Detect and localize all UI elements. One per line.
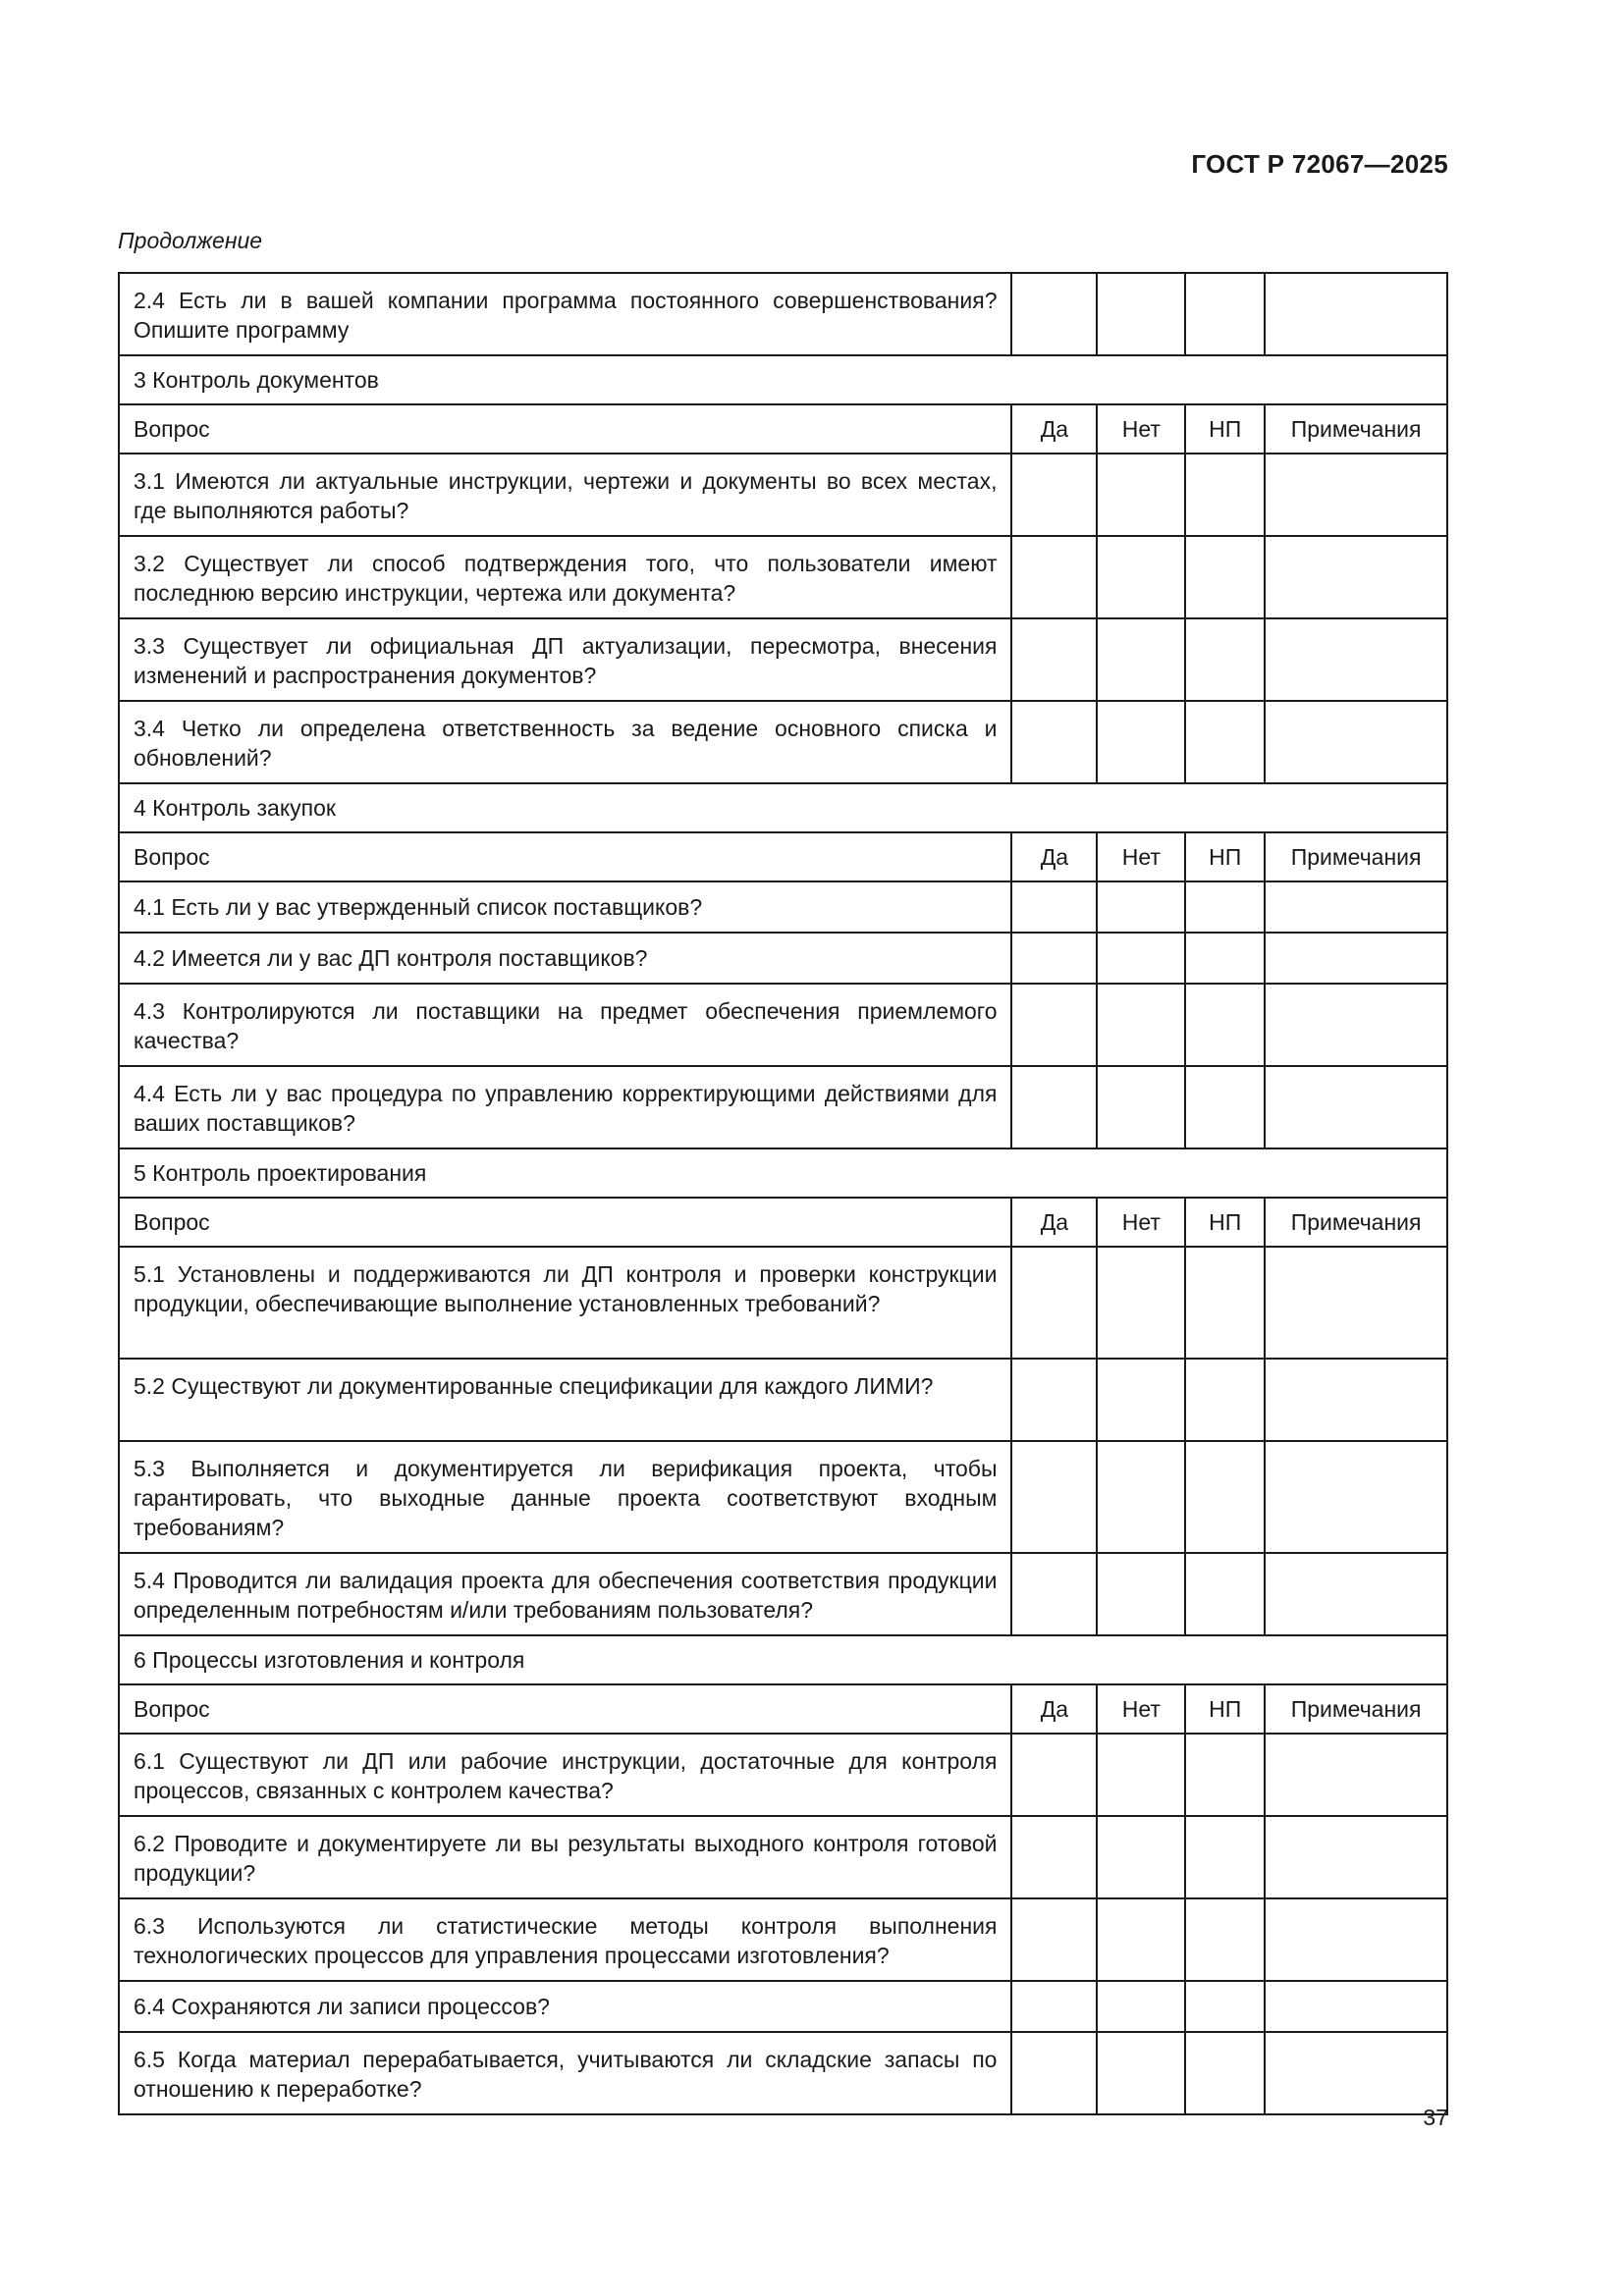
section-title: 6 Процессы изготовления и контроля bbox=[119, 1635, 1447, 1684]
no-cell[interactable] bbox=[1097, 2032, 1185, 2114]
na-cell[interactable] bbox=[1185, 1898, 1265, 1981]
question-text: 3.1 Имеются ли актуальные инструкции, чертежи и документы во всех местах, где выполняются работы? bbox=[119, 454, 1011, 536]
notes-cell[interactable] bbox=[1265, 618, 1447, 701]
notes-cell[interactable] bbox=[1265, 1981, 1447, 2032]
table-row bbox=[119, 536, 1447, 618]
yes-cell[interactable] bbox=[1011, 273, 1097, 355]
column-header-row bbox=[119, 1684, 1447, 1734]
yes-cell[interactable] bbox=[1011, 984, 1097, 1066]
audit-checklist-table bbox=[118, 272, 1448, 2115]
no-cell[interactable] bbox=[1097, 1553, 1185, 1635]
no-cell[interactable] bbox=[1097, 1247, 1185, 1359]
na-cell[interactable] bbox=[1185, 2032, 1265, 2114]
notes-cell[interactable] bbox=[1265, 1734, 1447, 1816]
column-header-row bbox=[119, 404, 1447, 454]
column-header-no: Нет bbox=[1097, 1198, 1185, 1247]
no-cell[interactable] bbox=[1097, 881, 1185, 933]
column-header-question: Вопрос bbox=[119, 832, 1011, 881]
notes-cell[interactable] bbox=[1265, 2032, 1447, 2114]
notes-cell[interactable] bbox=[1265, 1066, 1447, 1148]
no-cell[interactable] bbox=[1097, 701, 1185, 783]
table-row bbox=[119, 1898, 1447, 1981]
na-cell[interactable] bbox=[1185, 881, 1265, 933]
table-row bbox=[119, 701, 1447, 783]
column-header-na: НП bbox=[1185, 1198, 1265, 1247]
yes-cell[interactable] bbox=[1011, 618, 1097, 701]
document-standard-number: ГОСТ Р 72067—2025 bbox=[1191, 149, 1448, 179]
no-cell[interactable] bbox=[1097, 1441, 1185, 1553]
column-header-no: Нет bbox=[1097, 1684, 1185, 1734]
table-row bbox=[119, 2032, 1447, 2114]
question-text: 4.2 Имеется ли у вас ДП контроля поставщиков? bbox=[119, 933, 1011, 984]
na-cell[interactable] bbox=[1185, 1359, 1265, 1441]
na-cell[interactable] bbox=[1185, 1981, 1265, 2032]
yes-cell[interactable] bbox=[1011, 701, 1097, 783]
column-header-na: НП bbox=[1185, 832, 1265, 881]
na-cell[interactable] bbox=[1185, 273, 1265, 355]
question-text: 6.1 Существуют ли ДП или рабочие инструкции, достаточные для контроля процессов, связанных с контролем качества? bbox=[119, 1734, 1011, 1816]
table-row bbox=[119, 984, 1447, 1066]
yes-cell[interactable] bbox=[1011, 1066, 1097, 1148]
notes-cell[interactable] bbox=[1265, 1816, 1447, 1898]
table-row bbox=[119, 1441, 1447, 1553]
notes-cell[interactable] bbox=[1265, 1553, 1447, 1635]
section-title: 3 Контроль документов bbox=[119, 355, 1447, 404]
yes-cell[interactable] bbox=[1011, 454, 1097, 536]
notes-cell[interactable] bbox=[1265, 273, 1447, 355]
na-cell[interactable] bbox=[1185, 1441, 1265, 1553]
no-cell[interactable] bbox=[1097, 933, 1185, 984]
no-cell[interactable] bbox=[1097, 454, 1185, 536]
na-cell[interactable] bbox=[1185, 701, 1265, 783]
page-number: 37 bbox=[1423, 2105, 1448, 2130]
column-header-question: Вопрос bbox=[119, 404, 1011, 454]
column-header-yes: Да bbox=[1011, 1684, 1097, 1734]
table-row bbox=[119, 1066, 1447, 1148]
notes-cell[interactable] bbox=[1265, 1898, 1447, 1981]
yes-cell[interactable] bbox=[1011, 1816, 1097, 1898]
yes-cell[interactable] bbox=[1011, 536, 1097, 618]
question-text: 5.4 Проводится ли валидация проекта для обеспечения соответствия продукции определенным потребностям и/или требованиям пользователя? bbox=[119, 1553, 1011, 1635]
column-header-na: НП bbox=[1185, 1684, 1265, 1734]
column-header-yes: Да bbox=[1011, 404, 1097, 454]
no-cell[interactable] bbox=[1097, 273, 1185, 355]
column-header-notes: Примечания bbox=[1265, 1198, 1447, 1247]
table-row bbox=[119, 1553, 1447, 1635]
table-row bbox=[119, 881, 1447, 933]
column-header-no: Нет bbox=[1097, 832, 1185, 881]
yes-cell[interactable] bbox=[1011, 1441, 1097, 1553]
notes-cell[interactable] bbox=[1265, 701, 1447, 783]
notes-cell[interactable] bbox=[1265, 1441, 1447, 1553]
na-cell[interactable] bbox=[1185, 618, 1265, 701]
no-cell[interactable] bbox=[1097, 618, 1185, 701]
no-cell[interactable] bbox=[1097, 536, 1185, 618]
section-row bbox=[119, 1148, 1447, 1198]
table-row bbox=[119, 273, 1447, 355]
yes-cell[interactable] bbox=[1011, 881, 1097, 933]
section-title: 4 Контроль закупок bbox=[119, 783, 1447, 832]
column-header-question: Вопрос bbox=[119, 1198, 1011, 1247]
column-header-no: Нет bbox=[1097, 404, 1185, 454]
question-text: 4.1 Есть ли у вас утвержденный список поставщиков? bbox=[119, 881, 1011, 933]
yes-cell[interactable] bbox=[1011, 1553, 1097, 1635]
column-header-na: НП bbox=[1185, 404, 1265, 454]
yes-cell[interactable] bbox=[1011, 1981, 1097, 2032]
notes-cell[interactable] bbox=[1265, 536, 1447, 618]
section-row bbox=[119, 783, 1447, 832]
na-cell[interactable] bbox=[1185, 1816, 1265, 1898]
na-cell[interactable] bbox=[1185, 1247, 1265, 1359]
question-text: 6.4 Сохраняются ли записи процессов? bbox=[119, 1981, 1011, 2032]
yes-cell[interactable] bbox=[1011, 933, 1097, 984]
section-title: 5 Контроль проектирования bbox=[119, 1148, 1447, 1198]
section-row bbox=[119, 355, 1447, 404]
na-cell[interactable] bbox=[1185, 536, 1265, 618]
no-cell[interactable] bbox=[1097, 1898, 1185, 1981]
section-row bbox=[119, 1635, 1447, 1684]
na-cell[interactable] bbox=[1185, 933, 1265, 984]
question-text: 5.1 Установлены и поддерживаются ли ДП контроля и проверки конструкции продукции, обеспечивающие выполнение установленных требований? bbox=[119, 1247, 1011, 1359]
question-text: 3.3 Существует ли официальная ДП актуализации, пересмотра, внесения изменений и распространения документов? bbox=[119, 618, 1011, 701]
column-header-row bbox=[119, 832, 1447, 881]
table-row bbox=[119, 618, 1447, 701]
na-cell[interactable] bbox=[1185, 984, 1265, 1066]
no-cell[interactable] bbox=[1097, 1734, 1185, 1816]
question-text: 2.4 Есть ли в вашей компании программа постоянного совершенствования? Опишите программу bbox=[119, 273, 1011, 355]
column-header-yes: Да bbox=[1011, 832, 1097, 881]
na-cell[interactable] bbox=[1185, 1553, 1265, 1635]
column-header-notes: Примечания bbox=[1265, 404, 1447, 454]
na-cell[interactable] bbox=[1185, 454, 1265, 536]
table-row bbox=[119, 1734, 1447, 1816]
column-header-row bbox=[119, 1198, 1447, 1247]
na-cell[interactable] bbox=[1185, 1734, 1265, 1816]
question-text: 6.2 Проводите и документируете ли вы результаты выходного контроля готовой продукции? bbox=[119, 1816, 1011, 1898]
table-row bbox=[119, 1981, 1447, 2032]
notes-cell[interactable] bbox=[1265, 454, 1447, 536]
question-text: 5.2 Существуют ли документированные спецификации для каждого ЛИМИ? bbox=[119, 1359, 1011, 1441]
table-row bbox=[119, 1247, 1447, 1359]
question-text: 5.3 Выполняется и документируется ли верификация проекта, чтобы гарантировать, что выходные данные проекта соответствуют входным требованиям? bbox=[119, 1441, 1011, 1553]
no-cell[interactable] bbox=[1097, 1066, 1185, 1148]
question-text: 6.3 Используются ли статистические методы контроля выполнения технологических процессов для управления процессами изготовления? bbox=[119, 1898, 1011, 1981]
yes-cell[interactable] bbox=[1011, 1734, 1097, 1816]
column-header-notes: Примечания bbox=[1265, 1684, 1447, 1734]
notes-cell[interactable] bbox=[1265, 933, 1447, 984]
yes-cell[interactable] bbox=[1011, 1898, 1097, 1981]
column-header-yes: Да bbox=[1011, 1198, 1097, 1247]
table-row bbox=[119, 454, 1447, 536]
question-text: 4.4 Есть ли у вас процедура по управлению корректирующими действиями для ваших поставщиков? bbox=[119, 1066, 1011, 1148]
no-cell[interactable] bbox=[1097, 1816, 1185, 1898]
notes-cell[interactable] bbox=[1265, 984, 1447, 1066]
yes-cell[interactable] bbox=[1011, 2032, 1097, 2114]
table-row bbox=[119, 1359, 1447, 1441]
yes-cell[interactable] bbox=[1011, 1359, 1097, 1441]
na-cell[interactable] bbox=[1185, 1066, 1265, 1148]
notes-cell[interactable] bbox=[1265, 881, 1447, 933]
yes-cell[interactable] bbox=[1011, 1247, 1097, 1359]
question-text: 4.3 Контролируются ли поставщики на предмет обеспечения приемлемого качества? bbox=[119, 984, 1011, 1066]
question-text: 3.4 Четко ли определена ответственность за ведение основного списка и обновлений? bbox=[119, 701, 1011, 783]
table-row bbox=[119, 1816, 1447, 1898]
no-cell[interactable] bbox=[1097, 1981, 1185, 2032]
question-text: 3.2 Существует ли способ подтверждения того, что пользователи имеют последнюю версию инструкции, чертежа или документа? bbox=[119, 536, 1011, 618]
notes-cell[interactable] bbox=[1265, 1247, 1447, 1359]
no-cell[interactable] bbox=[1097, 984, 1185, 1066]
column-header-question: Вопрос bbox=[119, 1684, 1011, 1734]
continuation-label: Продолжение bbox=[118, 228, 263, 253]
column-header-notes: Примечания bbox=[1265, 832, 1447, 881]
table-row bbox=[119, 933, 1447, 984]
notes-cell[interactable] bbox=[1265, 1359, 1447, 1441]
question-text: 6.5 Когда материал перерабатывается, учитываются ли складские запасы по отношению к переработке? bbox=[119, 2032, 1011, 2114]
no-cell[interactable] bbox=[1097, 1359, 1185, 1441]
